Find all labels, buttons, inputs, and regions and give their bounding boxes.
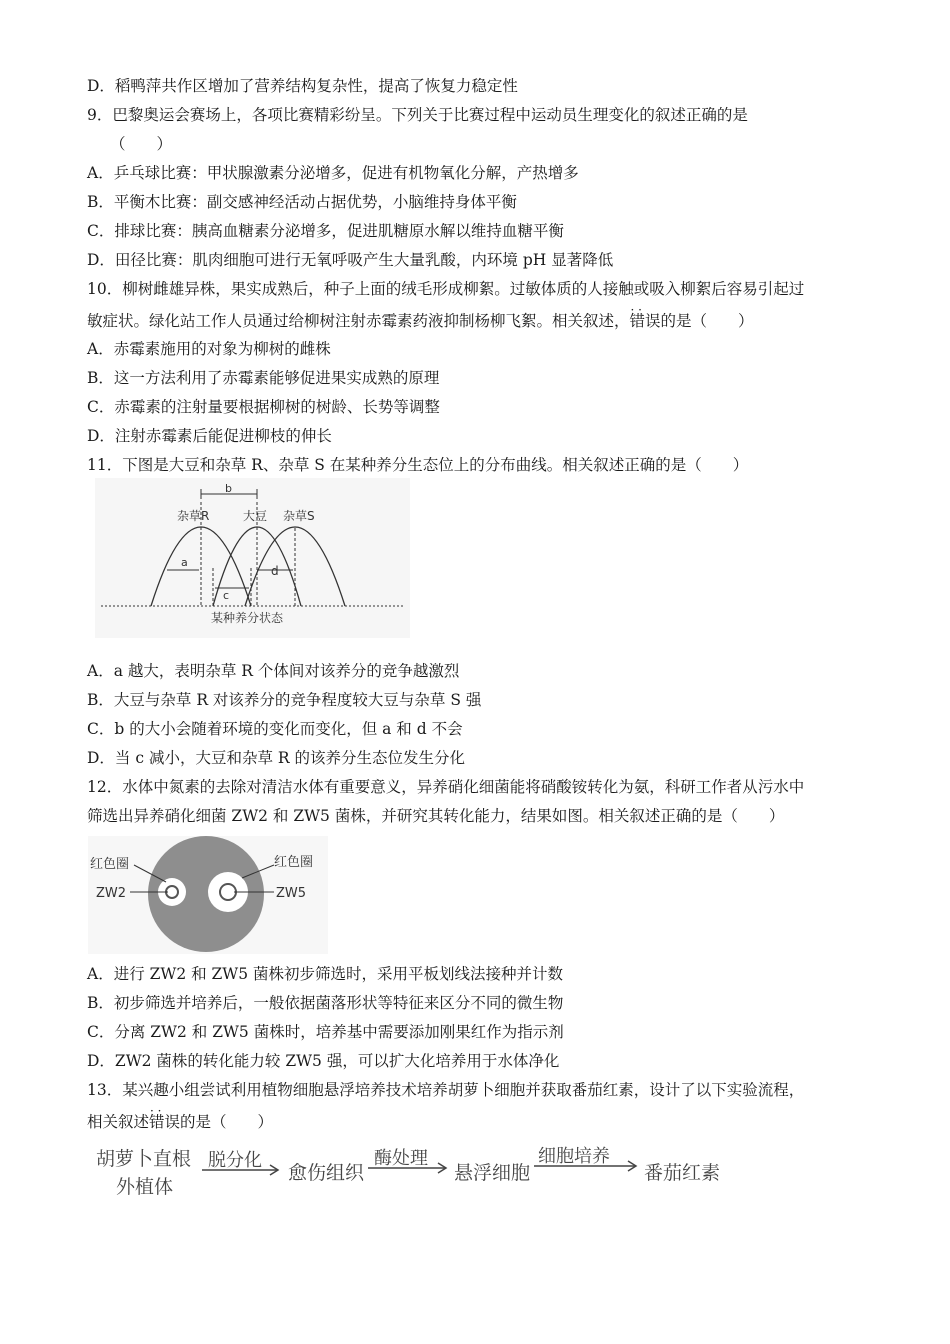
flow-end: 番茄红素 [644,1162,721,1184]
b-label: b [225,482,232,495]
q9-stem: 9．巴黎奥运会赛场上，各项比赛精彩纷呈。下列关于比赛过程中运动员生理变化的叙述正确的是 [87,106,748,124]
q10-emphasis-word: 错误 · · [630,311,661,331]
q12-option-a: A．进行 ZW2 和 ZW5 菌株初步筛选时，采用平板划线法接种并计数 [87,965,564,983]
q10-option-c: C．赤霉素的注射量要根据柳树的树龄、长势等调整 [87,398,440,416]
q11-stem: 11．下图是大豆和杂草 R、杂草 S 在某种养分生态位上的分布曲线。相关叙述正确的是（ ） [87,456,749,474]
q9-option-d: D．田径比赛：肌肉细胞可进行无氧呼吸产生大量乳酸，内环境 pH 显著降低 [87,251,614,269]
d-label: d [271,564,279,578]
weed-r-label: 杂草R [177,509,210,523]
q13-stem-part3: 的是（ ） [180,1113,274,1131]
q12-option-d: D．ZW2 菌株的转化能力较 ZW5 强，可以扩大化培养用于水体净化 [87,1052,560,1070]
flow-step3-label: 细胞培养 [538,1146,610,1167]
q12-option-b: B．初步筛选并培养后，一般依据菌落形状等特征来区分不同的微生物 [87,994,564,1012]
q11-option-b: B．大豆与杂草 R 对该养分的竞争程度较大豆与杂草 S 强 [87,691,482,709]
q10-stem-line2 [87,311,754,331]
right-ring-label: 红色圈 [274,855,314,870]
q10-option-d: D．注射赤霉素后能促进柳枝的伸长 [87,427,332,445]
q13-emphasis-word: 错误 · · [149,1112,180,1132]
q11-option-d: D．当 c 减小，大豆和杂草 R 的该养分生态位发生分化 [87,749,465,767]
q9-answer-blank: （ ） [110,135,173,153]
flow-step1-label: 脱分化 [208,1150,262,1171]
q9-option-c: C．排球比赛：胰高血糖素分泌增多，促进肌糖原水解以维持血糖平衡 [87,222,564,240]
q12-stem-line1: 12．水体中氮素的去除对清洁水体有重要意义，异养硝化细菌能将硝酸铵转化为氨，科研工作者从污水中 [87,778,805,796]
q10-option-a: A．赤霉素施用的对象为柳树的雌株 [87,340,331,358]
q12-stem-line2: 筛选出异养硝化细菌 ZW2 和 ZW5 菌株，并研究其转化能力，结果如图。相关叙述正确的是（ ） [87,807,785,825]
zw5-colony [220,884,236,900]
weed-s-label: 杂草S [283,509,315,523]
soybean-label: 大豆 [243,509,268,523]
q10-stem-part1: 敏症状。绿化站工作人员通过给柳树注射赤霉素药液抑制杨柳飞絮。相关叙述， [87,312,630,330]
q11-option-c: C．b 的大小会随着环境的变化而变化，但 a 和 d 不会 [87,720,463,738]
q8-option-d: D．稻鸭萍共作区增加了营养结构复杂性，提高了恢复力稳定性 [87,77,518,95]
q13-stem-line1: 13．某兴趣小组尝试利用植物细胞悬浮培养技术培养胡萝卜细胞并获取番茄红素，设计了以下实验流程， [87,1081,805,1099]
q13-stem-part1: 相关叙述 [87,1113,150,1131]
zw2-label: ZW2 [96,886,127,901]
q10-option-b: B．这一方法利用了赤霉素能够促进果实成熟的原理 [87,369,440,387]
flow-step2-label: 酶处理 [374,1148,428,1169]
zw5-label: ZW5 [276,886,307,901]
flow-node2: 悬浮细胞 [454,1162,531,1184]
q13-stem-line2 [87,1112,273,1132]
x-axis-label: 某种养分状态 [211,611,284,625]
c-label: c [223,589,230,602]
experiment-flowchart [90,1140,730,1202]
flow-start-line1: 胡萝卜直根 [96,1148,192,1170]
q9-option-b: B．平衡木比赛：副交感神经活动占据优势，小脑维持身体平衡 [87,193,517,211]
niche-distribution-figure [95,478,410,638]
flow-arrows [90,1140,730,1202]
flow-start-line2: 外植体 [116,1176,174,1198]
a-label: a [181,556,188,569]
left-ring-label: 红色圈 [90,857,130,872]
petri-dish-figure [88,836,328,954]
q10-stem-line1: 10．柳树雌雄异株，果实成熟后，种子上面的绒毛形成柳絮。过敏体质的人接触或吸入柳絮后容易引起过 [87,280,805,298]
q11-option-a: A．a 越大，表明杂草 R 个体间对该养分的竞争越激烈 [87,662,460,680]
flow-node1: 愈伤组织 [288,1162,365,1184]
q10-stem-part3: 的是（ ） [660,312,754,330]
q12-option-c: C．分离 ZW2 和 ZW5 菌株时，培养基中需要添加刚果红作为指示剂 [87,1023,564,1041]
q9-option-a: A．乒乓球比赛：甲状腺激素分泌增多，促进有机物氧化分解，产热增多 [87,164,579,182]
